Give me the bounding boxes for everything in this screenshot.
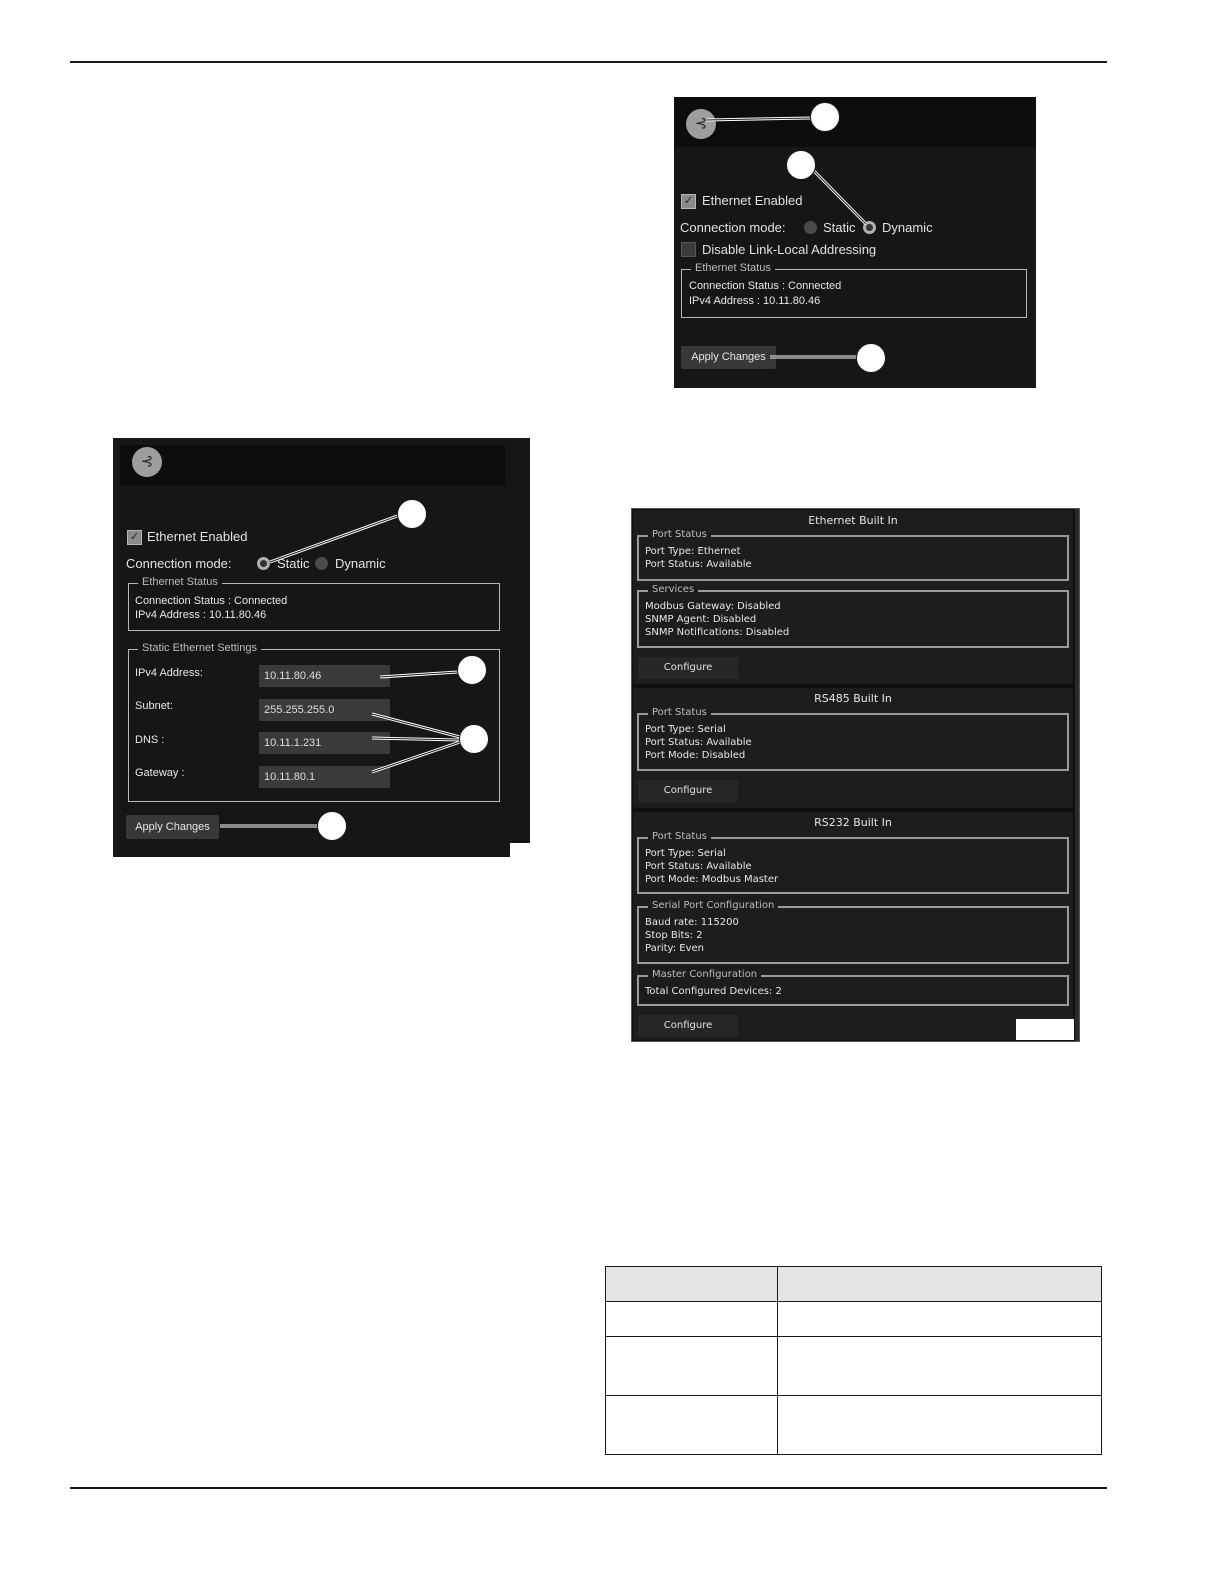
port-card-title: RS232 Built In bbox=[814, 816, 892, 829]
corner-mask bbox=[1016, 1019, 1074, 1040]
reference-table bbox=[605, 1266, 1102, 1455]
callout-marker bbox=[397, 499, 427, 529]
apply-changes-button[interactable]: Apply Changes bbox=[126, 815, 219, 839]
table-cell bbox=[778, 1337, 1102, 1396]
group-legend: Services bbox=[648, 584, 698, 595]
static-settings-group bbox=[128, 642, 500, 802]
gateway-input[interactable]: 10.11.80.1 bbox=[259, 766, 390, 788]
callout-marker bbox=[856, 343, 886, 373]
configure-button[interactable]: Configure bbox=[638, 657, 738, 679]
dynamic-radio-label: Dynamic bbox=[335, 556, 386, 571]
dynamic-radio[interactable] bbox=[863, 221, 876, 234]
static-radio-label: Static bbox=[277, 556, 310, 571]
ipv4-address-input[interactable]: 10.11.80.46 bbox=[259, 665, 390, 687]
ethernet-status-legend: Ethernet Status bbox=[691, 262, 775, 274]
table-cell bbox=[778, 1396, 1102, 1455]
port-card-rs485 bbox=[633, 688, 1073, 808]
static-settings-legend: Static Ethernet Settings bbox=[138, 642, 261, 654]
static-ethernet-panel bbox=[113, 438, 530, 857]
callout-marker bbox=[786, 150, 816, 180]
group-line: SNMP Agent: Disabled bbox=[645, 614, 757, 625]
group-line: Port Status: Available bbox=[645, 737, 752, 748]
panel-corner-notch bbox=[510, 843, 530, 857]
port-card-ethernet bbox=[633, 510, 1073, 684]
static-radio[interactable] bbox=[257, 557, 270, 570]
table-header-cell bbox=[606, 1267, 778, 1302]
group-line: Total Configured Devices: 2 bbox=[645, 986, 782, 997]
table-row bbox=[606, 1337, 1102, 1396]
table-cell bbox=[606, 1396, 778, 1455]
gateway-field-label: Gateway : bbox=[135, 767, 185, 779]
dynamic-radio[interactable] bbox=[315, 557, 328, 570]
serial-config-group bbox=[637, 900, 1069, 964]
group-line: Port Status: Available bbox=[645, 861, 752, 872]
port-status-group bbox=[637, 707, 1069, 771]
table-row bbox=[606, 1396, 1102, 1455]
connection-status-text: Connection Status : Connected bbox=[689, 280, 842, 292]
group-line: Stop Bits: 2 bbox=[645, 930, 703, 941]
ethernet-enabled-label: Ethernet Enabled bbox=[147, 529, 248, 544]
dynamic-radio-label: Dynamic bbox=[882, 220, 933, 235]
apply-changes-button[interactable]: Apply Changes bbox=[681, 346, 776, 369]
group-line: Baud rate: 115200 bbox=[645, 917, 739, 928]
dynamic-ethernet-panel bbox=[674, 97, 1036, 388]
connection-mode-label: Connection mode: bbox=[126, 556, 232, 571]
group-line: Modbus Gateway: Disabled bbox=[645, 601, 781, 612]
table-row bbox=[606, 1302, 1102, 1337]
group-legend: Port Status bbox=[648, 831, 711, 842]
table-cell bbox=[606, 1302, 778, 1337]
master-config-group bbox=[637, 969, 1069, 1006]
disable-link-local-checkbox[interactable] bbox=[681, 242, 696, 257]
ethernet-status-group bbox=[128, 576, 500, 631]
port-card-rs232 bbox=[633, 812, 1073, 1040]
port-status-window bbox=[631, 508, 1080, 1042]
dns-field-label: DNS : bbox=[135, 734, 165, 746]
configure-button[interactable]: Configure bbox=[638, 1015, 738, 1037]
group-line: Port Type: Serial bbox=[645, 848, 726, 859]
callout-marker bbox=[457, 655, 487, 685]
ipv4-address-text: IPv4 Address : 10.11.80.46 bbox=[689, 295, 821, 307]
table-cell bbox=[778, 1302, 1102, 1337]
disable-link-local-label: Disable Link-Local Addressing bbox=[702, 242, 877, 257]
connection-mode-label: Connection mode: bbox=[680, 220, 786, 235]
group-line: Port Mode: Modbus Master bbox=[645, 874, 779, 885]
ethernet-status-legend: Ethernet Status bbox=[138, 576, 222, 588]
top-rule bbox=[70, 61, 1107, 63]
group-line: Port Mode: Disabled bbox=[645, 750, 746, 761]
ipv4-address-text: IPv4 Address : 10.11.80.46 bbox=[135, 609, 267, 621]
callout-marker bbox=[317, 811, 347, 841]
panel-header bbox=[120, 445, 505, 485]
group-legend: Port Status bbox=[648, 707, 711, 718]
group-line: Port Status: Available bbox=[645, 559, 752, 570]
static-radio-label: Static bbox=[823, 220, 856, 235]
group-legend: Serial Port Configuration bbox=[648, 900, 778, 911]
group-line: Port Type: Serial bbox=[645, 724, 726, 735]
network-icon: ⊰ bbox=[686, 109, 716, 139]
ethernet-status-group bbox=[681, 262, 1027, 318]
ipv4-field-label: IPv4 Address: bbox=[135, 667, 203, 679]
callout-marker bbox=[459, 724, 489, 754]
static-radio[interactable] bbox=[804, 221, 817, 234]
group-legend: Master Configuration bbox=[648, 969, 761, 980]
port-status-group bbox=[637, 831, 1069, 894]
table-cell bbox=[606, 1337, 778, 1396]
port-card-title: Ethernet Built In bbox=[808, 514, 898, 527]
group-line: Port Type: Ethernet bbox=[645, 546, 741, 557]
ethernet-enabled-label: Ethernet Enabled bbox=[702, 193, 803, 208]
ethernet-enabled-checkbox[interactable]: ✓ bbox=[127, 530, 142, 545]
ethernet-enabled-checkbox[interactable]: ✓ bbox=[681, 194, 696, 209]
table-header-row bbox=[606, 1267, 1102, 1302]
panel-header bbox=[674, 97, 1036, 147]
scrollbar[interactable] bbox=[1075, 509, 1079, 1041]
services-group bbox=[637, 584, 1069, 648]
configure-button[interactable]: Configure bbox=[638, 780, 738, 802]
bottom-rule bbox=[70, 1487, 1107, 1489]
subnet-input[interactable]: 255.255.255.0 bbox=[259, 699, 390, 721]
network-icon: ⊰ bbox=[132, 447, 162, 477]
dns-input[interactable]: 10.11.1.231 bbox=[259, 732, 390, 754]
group-line: Parity: Even bbox=[645, 943, 704, 954]
callout-marker bbox=[810, 102, 840, 132]
group-legend: Port Status bbox=[648, 529, 711, 540]
subnet-field-label: Subnet: bbox=[135, 700, 173, 712]
connection-status-text: Connection Status : Connected bbox=[135, 595, 288, 607]
port-card-title: RS485 Built In bbox=[814, 692, 892, 705]
group-line: SNMP Notifications: Disabled bbox=[645, 627, 790, 638]
table-header-cell bbox=[778, 1267, 1102, 1302]
port-status-group bbox=[637, 529, 1069, 581]
